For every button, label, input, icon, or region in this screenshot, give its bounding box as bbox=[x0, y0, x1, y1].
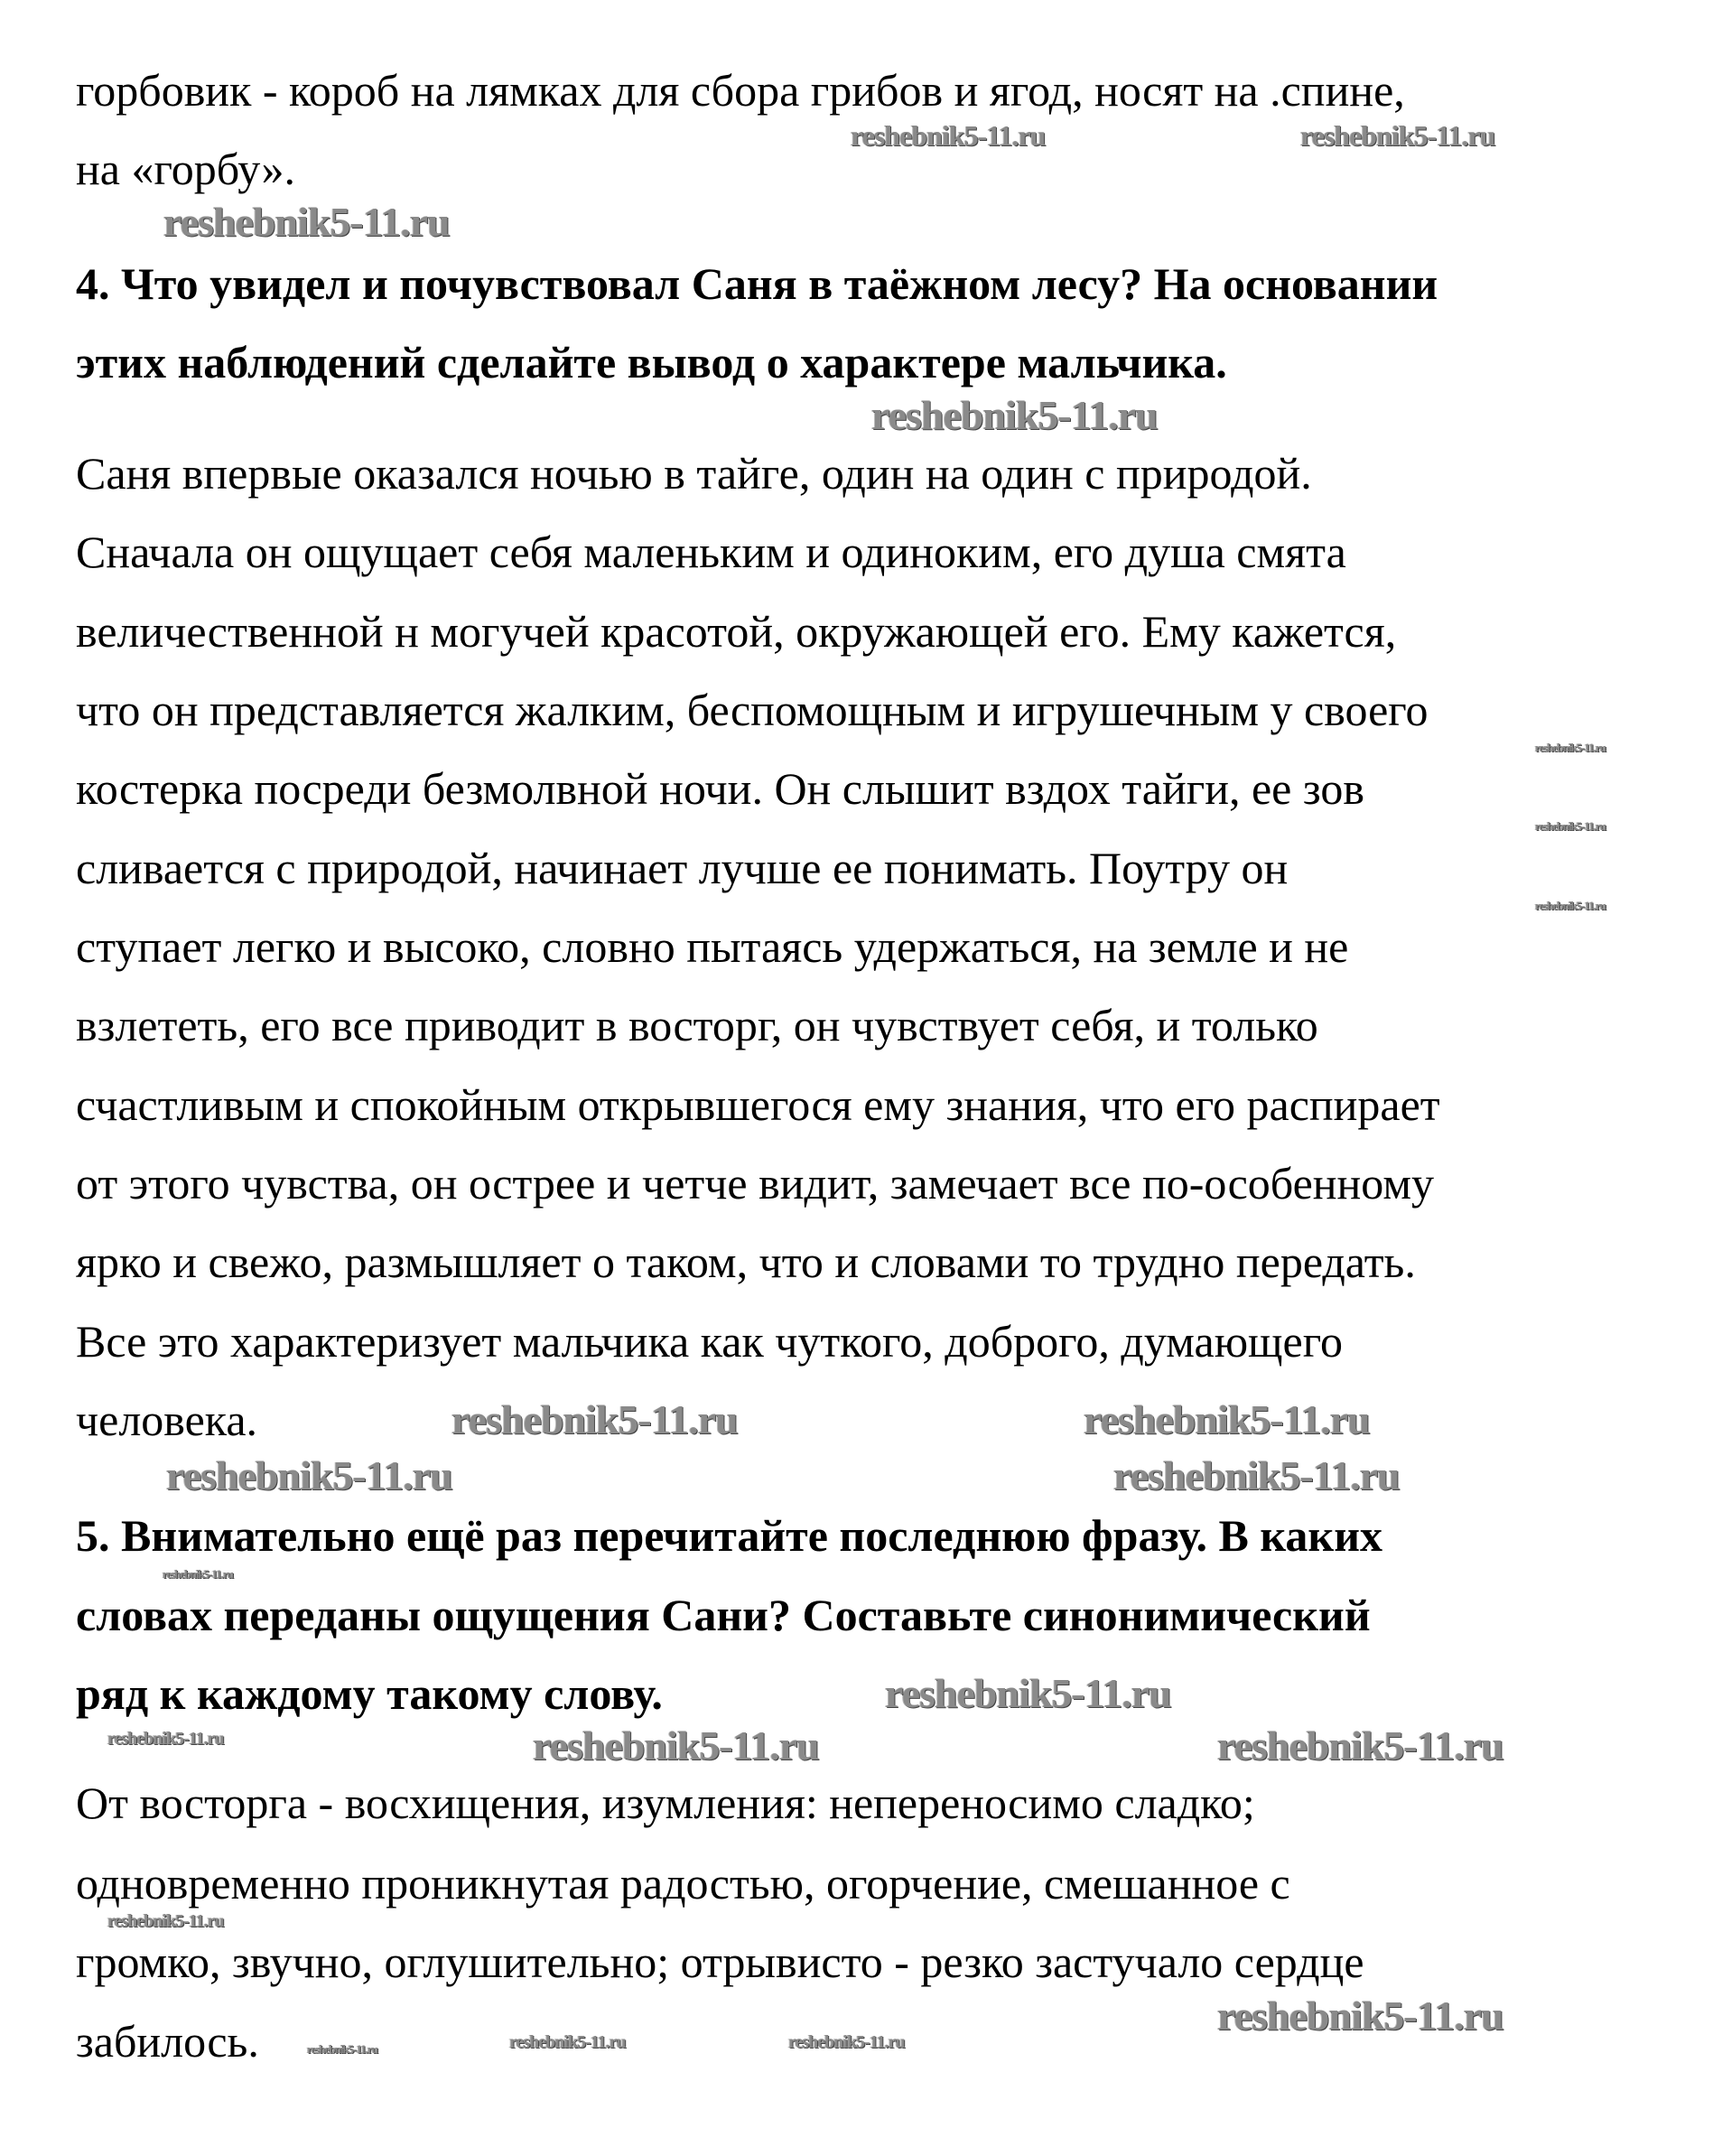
watermark: reshebnik5-11.ru bbox=[107, 1911, 224, 1931]
watermark: reshebnik5-11.ru bbox=[107, 1729, 224, 1749]
text-line: на «горбу». bbox=[76, 144, 295, 194]
watermark: reshebnik5-11.ru bbox=[851, 119, 1046, 152]
question-5-line: ряд к каждому такому слову. bbox=[76, 1668, 663, 1719]
answer-4-line: что он представляется жалким, беспомощным и игрушечным у своего bbox=[76, 685, 1429, 735]
watermark: reshebnik5-11.ru bbox=[1535, 899, 1606, 912]
watermark: reshebnik5-11.ru bbox=[307, 2042, 378, 2056]
answer-5-line: одновременно проникнутая радостью, огорчение, смешанное с bbox=[76, 1858, 1290, 1909]
watermark: reshebnik5-11.ru bbox=[1535, 741, 1606, 754]
answer-5-line: От восторга - восхищения, изумления: непереносимо сладко; bbox=[76, 1778, 1255, 1828]
watermark: reshebnik5-11.ru bbox=[451, 1396, 738, 1442]
answer-4-line: Все это характеризует мальчика как чуткого, доброго, думающего bbox=[76, 1316, 1344, 1367]
watermark: reshebnik5-11.ru bbox=[1300, 119, 1495, 152]
answer-4-line: ступает легко и высоко, словно пытаясь удержаться, на земле и не bbox=[76, 921, 1349, 972]
answer-5-line: забилось. bbox=[76, 2016, 259, 2067]
watermark: reshebnik5-11.ru bbox=[885, 1670, 1171, 1716]
answer-5-line: громко, звучно, оглушительно; отрывисто - резко застучало сердце bbox=[76, 1937, 1364, 1987]
question-5-line: 5. Внимательно ещё раз перечитайте последнюю фразу. В каких bbox=[76, 1510, 1382, 1561]
watermark: reshebnik5-11.ru bbox=[788, 2032, 905, 2052]
watermark: reshebnik5-11.ru bbox=[871, 392, 1158, 438]
answer-4-line: взлететь, его все приводит в восторг, он чувствует себя, и только bbox=[76, 1000, 1318, 1050]
answer-4-line: Саня впервые оказался ночью в тайге, один на один с природой. bbox=[76, 448, 1312, 499]
watermark: reshebnik5-11.ru bbox=[1217, 1993, 1503, 2039]
answer-4-line: сливается с природой, начинает лучше ее понимать. Поутру он bbox=[76, 843, 1289, 893]
watermark: reshebnik5-11.ru bbox=[1535, 819, 1606, 833]
watermark: reshebnik5-11.ru bbox=[166, 1452, 452, 1498]
question-5-line: словах переданы ощущения Сани? Составьте синонимический bbox=[76, 1590, 1371, 1640]
answer-4-line: костерка посреди безмолвной ночи. Он слышит вздох тайги, ее зов bbox=[76, 763, 1364, 814]
answer-4-line: от этого чувства, он острее и четче видит, замечает все по-особенному bbox=[76, 1158, 1434, 1209]
watermark: reshebnik5-11.ru bbox=[533, 1722, 819, 1769]
watermark: reshebnik5-11.ru bbox=[509, 2032, 626, 2052]
watermark: reshebnik5-11.ru bbox=[163, 199, 450, 245]
answer-4-line: счастливым и спокойным открывшегося ему знания, что его распирает bbox=[76, 1079, 1440, 1130]
question-4-line: 4. Что увидел и почувствовал Саня в таёжном лесу? На основании bbox=[76, 258, 1438, 309]
question-4-line: этих наблюдений сделайте вывод о характере мальчика. bbox=[76, 337, 1227, 387]
watermark: reshebnik5-11.ru bbox=[163, 1567, 234, 1581]
answer-4-line: ярко и свежо, размышляет о таком, что и словами то трудно передать. bbox=[76, 1237, 1416, 1287]
watermark: reshebnik5-11.ru bbox=[1084, 1396, 1370, 1442]
answer-4-line: Сначала он ощущает себя маленьким и одиноким, его душа смята bbox=[76, 527, 1346, 577]
answer-4-line: величественной н могучей красотой, окружающей его. Ему кажется, bbox=[76, 606, 1397, 657]
answer-4-line: человека. bbox=[76, 1395, 258, 1445]
text-line: горбовик - короб на лямках для сбора грибов и ягод, носят на .спине, bbox=[76, 65, 1405, 116]
watermark: reshebnik5-11.ru bbox=[1217, 1722, 1503, 1769]
watermark: reshebnik5-11.ru bbox=[1113, 1452, 1400, 1498]
